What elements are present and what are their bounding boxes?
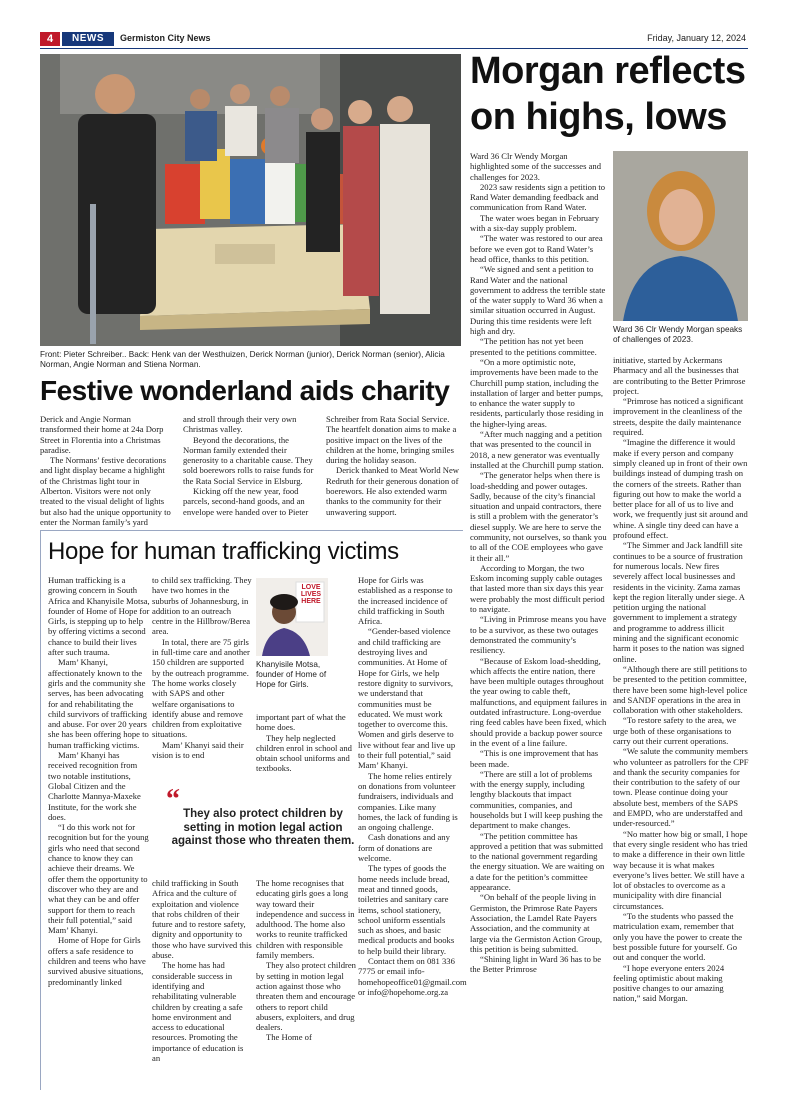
paragraph: The home recognises that educating girls goes a long way toward their independence and success in adulthood. The home also works to reunite trafficked children with responsible family members. [256, 878, 355, 961]
hope-col-2-top [152, 575, 252, 760]
paragraph: “Living in Primrose means you have to be a survivor, as these two outages demonstrated the community’s resiliency. [470, 614, 607, 656]
paragraph: Mam’ Khanyi said their vision is to end [152, 739, 244, 761]
paragraph: The home relies entirely on donations from volunteer fundraisers, individuals and companies. Like many homes, the lack of funding is an ongoing challenge. [358, 770, 458, 833]
paragraph: Derick thanked to Meat World New Redruth for their generous donation of boerewors. He also extended warm thanks to the community for their unwavering support. [326, 465, 460, 517]
charity-group-photo [40, 54, 461, 346]
hope-col-4 [358, 575, 467, 997]
paragraph: They also protect children by setting in motion legal action against those who threaten them and encourage others to report child abusers, exploiters, and drug dealers. [256, 960, 356, 1033]
hope-headline: Hope for human trafficking victims [48, 538, 399, 565]
paragraph: “We salute the community members who volunteer as patrollers for the CPF and thank the security companies for their contribution to the safety of our town. Please continue doing your absolute best, members of the SAPS and EMPD, who are understaffed and under-resourced.” [613, 746, 749, 829]
headline-line: Morgan reflects [470, 50, 746, 92]
festive-headline: Festive wonderland aids charity [40, 375, 450, 406]
paragraph: According to Morgan, the two Eskom incoming supply cable outages that lasted more than six days this year were probably the most difficult period to navigate. [470, 562, 605, 615]
publication-name: Germiston City News [120, 33, 211, 43]
paragraph: to child sex trafficking. They have two homes in the suburbs of Johannesburg, in addition to an outreach centre in the Hillbrow/Berea area. [152, 575, 252, 637]
paragraph: “We signed and sent a petition to Rand Water and the national government to address the terrible state of the water supply to Ward 36 when a similar situation occurred in August. During this time residents were left high and dry. [470, 264, 606, 337]
morgan-photo-caption: Ward 36 Clr Wendy Morgan speaks of challenges of 2023. [613, 325, 743, 344]
section-tag: NEWS [62, 32, 114, 46]
paragraph: Beyond the decorations, the Norman family extended their generosity to a charitable cause. They sold boerewors rolls to raise funds for the Rata Social Service in Elsburg. [183, 434, 314, 486]
hope-col-2-bottom [152, 878, 252, 1063]
paragraph: Ward 36 Clr Wendy Morgan highlighted some of the successes and challenges for 2023. [470, 151, 602, 182]
hope-col-1 [48, 575, 150, 987]
paragraph: “There are still a lot of problems with the energy supply, including lengthy blackouts that impact communities, companies, and households but I will keep pushing the department to make changes. [470, 768, 603, 831]
paragraph: “Although there are still petitions to be presented to the petition committee, there have been some high-level police and SANDF operations in the area in collaboration with other stakeholders. [613, 663, 748, 716]
paragraph: Kicking off the new year, food parcels, second-hand goods, and an envelope were handed over to Pieter [183, 486, 309, 517]
page-header [40, 30, 748, 48]
morgan-col-2 [613, 355, 749, 1004]
paragraph: “Because of Eskom load-shedding, which affects the entire nation, there have been multiple outages throughout the year owing to cable theft, malfunctions, and equipment failures in outdated infrastructure. Long-overdue ring feed cables have been fixed, which should provide a backup power source in the event of a line failure. [470, 655, 607, 748]
paragraph: “On a more optimistic note, improvements have been made to the Churchill pump station, including the installation of larger and better pumps, to enhance the water supply to residents, particularly those residing in the higher-lying areas. [470, 356, 604, 429]
festive-col-3 [326, 414, 462, 517]
festive-col-2 [183, 414, 316, 517]
photo-caption: Front: Pieter Schreiber.. Back: Henk van der Westhuizen, Derick Norman (junior), Derick Norman (senior), Alicia Norman, Angie Norman and Stiena Norman. [40, 350, 445, 369]
khanyisile-motsa-photo [256, 578, 328, 656]
paragraph: In total, there are 75 girls in full-time care and another 150 children are supported by the outreach programme. The home works closely with SAPS and other welfare organisations to identify abuse and remove children from exploitative situations. [152, 636, 250, 740]
paragraph: “On behalf of the people living in Germiston, the Primrose Rate Payers Association, the Lamdel Rate Payers Association, and the community at large via the Germiston Action Group, this petition is being submitted. [470, 892, 603, 954]
paragraph: Human trafficking is a growing concern in South Africa and Khanyisile Motsa, founder of Home of Hope for Girls, is stepping up to help by offering victims a second chance to build their lives after such trauma. [48, 575, 150, 658]
paragraph: “Primrose has noticed a significant improvement in the cleanliness of the streets, despite the daily maintenance required. [613, 396, 744, 438]
paragraph: Derick and Angie Norman transformed their home at 24a Dorp Street in Florentia into a Christmas paradise. [40, 414, 164, 455]
paragraph: Hope for Girls was established as a response to the increased incidence of child trafficking in South Africa. [358, 575, 453, 627]
paragraph: and stroll through their very own Christmas valley. [183, 414, 297, 435]
paragraph: “Gender-based violence and child trafficking are destroying lives and communities. At Home of Hope for Girls, we help restore dignity to survivors, we understand that communities must be educated. We must work together to overcome this. Women and girls deserve to live without fear and live up to their full potential,” said Mam’ Khanyi. [358, 626, 456, 771]
hope-col-3-top [256, 712, 356, 774]
paragraph: “To restore safety to the area, we urge both of these organisations to carry out their current operations. [613, 715, 737, 746]
paragraph: Schreiber from Rata Social Service. The heartfelt donation aims to make a positive impact on the lives of the children at the home, bringing smiles during the holiday season. [326, 414, 457, 466]
paragraph: child trafficking in South Africa and the culture of exploitation and violence that robs children of their future and to restore safety, dignity and opportunity to those who have survived this abuse. [152, 878, 252, 961]
issue-date: Friday, January 12, 2024 [647, 33, 746, 43]
morgan-col-1 [470, 151, 608, 975]
hope-box-top-border [40, 530, 463, 531]
paragraph: Mam’ Khanyi, affectionately known to the girls and the community she serves, has been advocating for and rehabilitating the child survivors of trafficking and abuse. For over 20 years she has been offering hope to human trafficking victims. [48, 657, 149, 750]
hope-col-3-bottom [256, 878, 356, 1043]
page-number: 4 [40, 32, 60, 46]
poster-text: LOVE LIVES HERE [300, 584, 322, 605]
paragraph: “No matter how big or small, I hope that every single resident who has tried to make a difference in their own little way because it is what makes everyone’s lives better. We still have a lot of obstacles to overcome as a municipality with dire financial circumstances. [613, 828, 748, 911]
paragraph: The types of goods the home needs include bread, meat and tinned goods, toiletries and sanitary care items, school stationery, school uniform essentials such as shoes, and basic medical products and books to help build their library. [358, 863, 455, 956]
paragraph: The home has had considerable success in identifying and rehabilitating vulnerable children by creating a safe home environment and access to educational resources. Promoting the importance of education is an [152, 960, 244, 1064]
pull-quote: They also protect children by setting in motion legal action against those who threaten them. [171, 808, 355, 847]
paragraph: The Home of [266, 1032, 312, 1043]
paragraph: “I do this work not for recognition but for the young girls who need that second chance to know they can achieve their dreams. We offer them the opportunity to discover who they are and what they can be and offer support for them to reach their full potential,” said Mam’ Khanyi. [48, 822, 149, 936]
festive-col-1 [40, 414, 173, 527]
headline-line: on highs, lows [470, 96, 727, 138]
paragraph: Cash donations and any form of donations are welcome. [358, 832, 450, 864]
paragraph: “To the students who passed the matriculation exam, remember that only you have the power to create the best possible future for yourself. Go out and conquer the world. [613, 911, 743, 963]
paragraph: “After much nagging and a petition that was presented to the council in 2018, a new generator was eventually installed at the Churchill pump station. [470, 429, 604, 470]
paragraph: “The water was restored to our area before we even got to Rand Water’s head office, thanks to this petition. [470, 233, 603, 264]
hope-box-left-border [40, 530, 41, 1090]
paragraph: Mam’ Khanyi has received recognition from two notable institutions, Global Citizen and the Charlotte Mannya-Maxeke Institute, for the work she does. [48, 750, 141, 822]
paragraph: “The generator helps when there is load-shedding and power outages. Sadly, because of the city’s financial situation and unpaid contractors, there is still a problem with the generator’s diesel supply. We are here to serve the community, not ourselves, so thank you to all of the COE employees who gave it their all.” [470, 470, 607, 563]
paragraph: The water woes began in February with a six-day supply problem. [470, 212, 600, 234]
paragraph: Contact them on 081 336 7775 or email info-homehopeoffice01@gmail.com or info@hopehome.org.za [358, 955, 467, 997]
wendy-morgan-photo [613, 151, 748, 321]
paragraph: initiative, started by Ackermans Pharmacy and all the businesses that are contributing to the Better Primrose project. [613, 355, 746, 396]
khanyi-photo-caption: Khanyisile Motsa, founder of Home of Hope for Girls. [256, 660, 327, 689]
paragraph: “Shining light in Ward 36 has to be the Better Primrose [470, 954, 602, 975]
paragraph: 2023 saw residents sign a petition to Rand Water demanding feedback and communication from Rand Water. [470, 181, 606, 213]
paragraph: important part of what the home does. [256, 712, 346, 733]
paragraph: “I hope everyone enters 2024 feeling optimistic about making positive changes to our amazing nation,” said Morgan. [613, 962, 725, 1004]
quote-mark-icon: “ [166, 784, 180, 815]
paragraph: “The Simmer and Jack landfill site continues to be a source of frustration for numerous locals. New fires severely affect local businesses and residents in the vicinity. Zama zamas kept the region literally under siege. A petition urging the national government to implement a strategy and programme to address illicit mining and the significant economic harm it poses to the nation was signed online. [613, 540, 745, 664]
paragraph: “The petition committee has approved a petition that was submitted to the national government regarding the energy situation. We are waiting on a date for the petition’s committee appearance. [470, 830, 605, 893]
paragraph: “The petition has not yet been presented to the petitions committee. [470, 336, 597, 357]
paragraph: The Normans’ festive decorations and light display became a highlight of the Christmas light tour in Alberton. Visitors were not only treated to the visual delight of lights but also had the unique opportunity to enter the Norman family’s yard [40, 455, 171, 527]
paragraph: “This is one improvement that has been made. [470, 748, 599, 769]
paragraph: Home of Hope for Girls offers a safe residence to children and teens who have survived abusive situations, predominantly linked [48, 935, 146, 987]
morgan-headline [470, 48, 750, 140]
paragraph: “Imagine the difference it would make if every person and company simply cleaned up in front of their own buildings instead of dumping trash on the corners of the streets. Rather than figuring out how to make the world a better place for all of us to live and work, we frequently just sit around and whine. A single tiny deed can have a profound effect. [613, 437, 748, 541]
paragraph: They help neglected children enrol in school and obtain school uniforms and textbooks. [256, 732, 352, 774]
